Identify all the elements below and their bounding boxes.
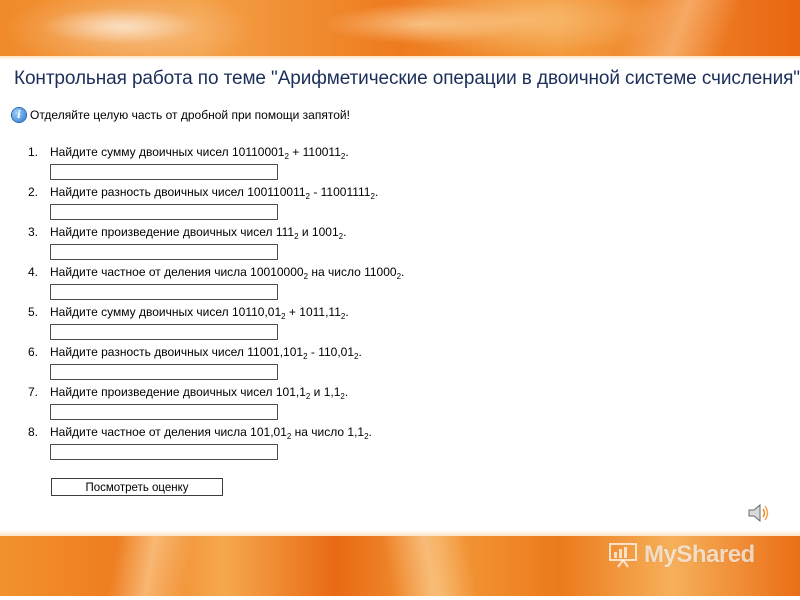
base-subscript: 2 xyxy=(294,232,299,241)
question-text xyxy=(28,344,528,360)
base-subscript: 2 xyxy=(396,272,402,281)
question-part: . xyxy=(345,145,349,159)
question-part: . xyxy=(358,345,362,359)
answer-input-1[interactable] xyxy=(50,164,278,180)
question-number: 3. xyxy=(28,225,39,239)
question-text xyxy=(28,144,528,160)
question-part: Найдите разность двоичных чисел 11001,101 xyxy=(50,345,304,359)
question-part: . xyxy=(374,185,379,199)
band-glow xyxy=(40,8,200,44)
answer-input-3[interactable] xyxy=(50,244,278,260)
question-part: Найдите сумму двоичных чисел 10110,01 xyxy=(50,305,282,319)
hint-row xyxy=(12,106,350,124)
base-subscript: 2 xyxy=(286,432,292,441)
base-subscript: 2 xyxy=(340,392,345,401)
question-text xyxy=(28,384,528,400)
base-subscript: 2 xyxy=(303,272,309,281)
question-part: + 1011,11 xyxy=(285,305,341,319)
question-8 xyxy=(28,424,528,464)
question-number: 8. xyxy=(28,425,39,439)
question-part: . xyxy=(401,265,405,279)
base-subscript: 2 xyxy=(303,352,308,361)
bottom-margin xyxy=(0,596,800,600)
slide-title: Контрольная работа по теме "Арифметические операции в двоичной системе счисления" xyxy=(14,68,800,89)
question-3 xyxy=(28,224,528,264)
question-number: 5. xyxy=(28,305,39,319)
watermark xyxy=(608,540,755,570)
base-subscript: 2 xyxy=(305,392,311,401)
band-wave xyxy=(60,536,240,600)
question-part: Найдите частное от деления числа 10010000 xyxy=(50,265,304,279)
question-part: на число 11000 xyxy=(308,265,397,279)
base-subscript: 2 xyxy=(370,192,375,201)
question-part: . xyxy=(345,305,349,319)
question-part: Найдите сумму двоичных чисел 10110001 xyxy=(50,145,285,159)
base-subscript: 2 xyxy=(364,432,369,441)
base-subscript: 2 xyxy=(305,192,310,201)
question-part: Найдите произведение двоичных чисел 111 xyxy=(50,225,295,239)
base-subscript: 2 xyxy=(340,312,346,321)
question-part: Найдите разность двоичных чисел 100110011 xyxy=(50,185,306,199)
answer-input-4[interactable] xyxy=(50,284,278,300)
question-number: 6. xyxy=(28,345,39,359)
top-decorative-band xyxy=(0,0,800,56)
answer-input-6[interactable] xyxy=(50,364,278,380)
answer-input-2[interactable] xyxy=(50,204,278,220)
question-number: 7. xyxy=(28,385,39,399)
question-part: . xyxy=(344,385,349,399)
question-4 xyxy=(28,264,528,304)
question-text xyxy=(28,184,528,200)
base-subscript: 2 xyxy=(354,352,359,361)
question-number: 2. xyxy=(28,185,39,199)
base-subscript: 2 xyxy=(338,232,344,241)
question-part: . xyxy=(343,225,347,239)
view-grade-button[interactable]: Посмотреть оценку xyxy=(51,478,223,496)
question-part: Найдите частное от деления числа 101,01 xyxy=(50,425,287,439)
question-part: и 1001 xyxy=(298,225,339,239)
band-wave xyxy=(330,536,530,600)
question-text xyxy=(28,224,528,240)
question-part: + 110011 xyxy=(288,145,341,159)
question-number: 4. xyxy=(28,265,39,279)
info-icon: i xyxy=(12,108,26,122)
question-2 xyxy=(28,184,528,224)
question-text xyxy=(28,424,528,440)
hint-text: Отделяйте целую часть от дробной при помощи запятой! xyxy=(30,108,350,122)
question-text xyxy=(28,304,528,320)
question-7 xyxy=(28,384,528,424)
question-part: и 1,1 xyxy=(310,385,341,399)
watermark-text: MyShared xyxy=(644,541,755,568)
speaker-icon[interactable] xyxy=(746,502,770,524)
question-part: . xyxy=(368,425,372,439)
question-5 xyxy=(28,304,528,344)
question-part: - 11001111 xyxy=(309,185,371,199)
base-subscript: 2 xyxy=(340,152,346,161)
question-1 xyxy=(28,144,528,184)
top-separator xyxy=(0,56,800,60)
band-streak xyxy=(560,0,800,56)
presentation-icon xyxy=(608,541,638,569)
question-part: на число 1,1 xyxy=(291,425,365,439)
answer-input-7[interactable] xyxy=(50,404,278,420)
question-part: - 110,01 xyxy=(307,345,355,359)
question-6 xyxy=(28,344,528,384)
question-part: Найдите произведение двоичных чисел 101,1 xyxy=(50,385,306,399)
band-glow xyxy=(320,4,520,44)
base-subscript: 2 xyxy=(284,152,289,161)
answer-input-5[interactable] xyxy=(50,324,278,340)
base-subscript: 2 xyxy=(281,312,286,321)
question-text xyxy=(28,264,528,280)
answer-input-8[interactable] xyxy=(50,444,278,460)
question-number: 1. xyxy=(28,145,39,159)
